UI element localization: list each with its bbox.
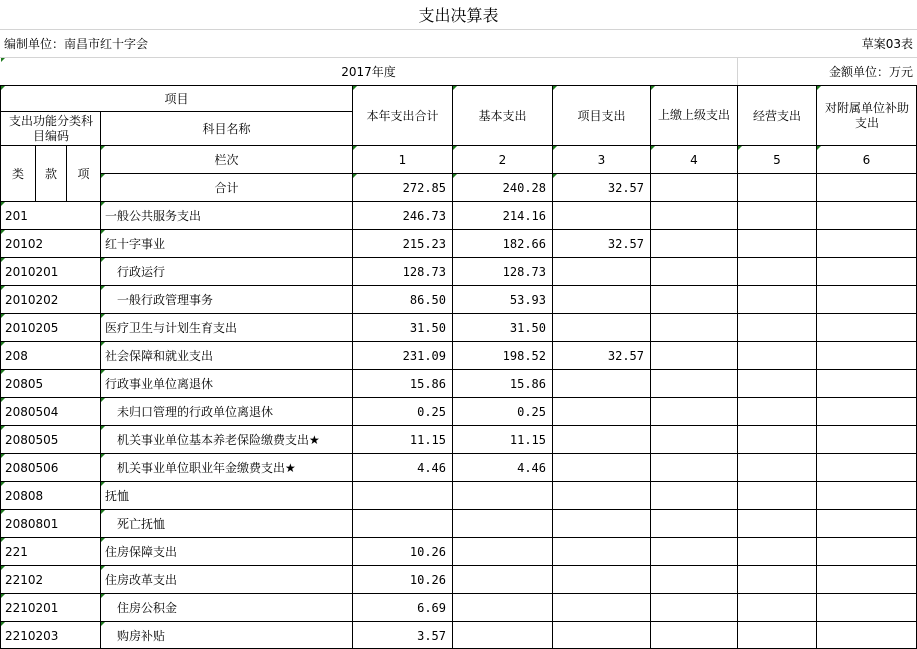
cell-marker — [101, 202, 105, 206]
row-project-value: 32.57 — [607, 348, 644, 363]
row-basic-value: 15.86 — [509, 376, 546, 391]
cell-marker — [453, 146, 457, 150]
row-subject-name: 死亡抚恤 — [117, 517, 166, 531]
cell-marker — [101, 286, 105, 290]
cell-marker — [1, 370, 5, 374]
row-basic-value: 31.50 — [509, 320, 546, 335]
header-project: 项目支出 — [577, 109, 626, 123]
row-total-year-value: 10.26 — [409, 572, 446, 587]
row-project-value — [553, 398, 650, 425]
row-subject-name: 抚恤 — [105, 489, 130, 503]
cell-marker — [1, 286, 5, 290]
header-item: 项目 — [164, 92, 189, 106]
row-subject-name: 红十字事业 — [105, 237, 166, 251]
cell-marker — [817, 146, 821, 150]
row-total-year-value: 246.73 — [402, 208, 446, 223]
row-total-year-value: 6.69 — [417, 600, 446, 615]
row-project-value — [553, 258, 650, 285]
row-basic-value: 11.15 — [509, 432, 546, 447]
col-num-1: 1 — [398, 152, 407, 167]
cell-marker — [1, 230, 5, 234]
cell-marker — [651, 86, 655, 90]
row-subject-name: 医疗卫生与计划生育支出 — [105, 321, 238, 335]
page-title: 支出决算表 — [418, 6, 499, 25]
col-num-5: 5 — [773, 152, 781, 167]
cell-marker — [1, 454, 5, 458]
header-operation: 经营支出 — [752, 109, 801, 123]
cell-marker — [101, 482, 105, 486]
row-subject-name: 一般公共服务支出 — [105, 209, 202, 223]
cell-marker — [1, 86, 5, 90]
row-subject-name: 机关事业单位职业年金缴费支出★ — [117, 461, 296, 475]
cell-marker — [651, 146, 655, 150]
total-label: 合计 — [214, 181, 239, 195]
total-project-value: 32.57 — [607, 180, 644, 195]
row-subject-name: 未归口管理的行政单位离退休 — [117, 405, 274, 419]
cell-marker — [1, 594, 5, 598]
row-subject-name: 行政运行 — [117, 265, 166, 279]
row-total-year-value: 11.15 — [409, 432, 446, 447]
row-basic-value — [453, 538, 552, 565]
row-code: 221 — [5, 544, 28, 559]
cell-marker — [101, 622, 105, 626]
cell-marker — [101, 258, 105, 262]
cell-marker — [353, 174, 357, 178]
header-upper: 上缴上级支出 — [657, 108, 730, 122]
cell-marker — [1, 398, 5, 402]
row-total-year-value: 0.25 — [417, 404, 446, 419]
row-basic-value: 214.16 — [502, 208, 546, 223]
row-basic-value — [453, 566, 552, 593]
total-basic-value: 240.28 — [502, 180, 546, 195]
row-basic-value: 53.93 — [509, 292, 546, 307]
cell-marker — [817, 86, 821, 90]
row-basic-value — [453, 594, 552, 621]
cell-marker — [101, 230, 105, 234]
row-basic-value — [453, 482, 552, 509]
header-subject-name: 科目名称 — [202, 122, 251, 136]
row-project-value: 32.57 — [607, 236, 644, 251]
row-total-year-value — [353, 510, 452, 537]
cell-marker — [101, 314, 105, 318]
cell-marker — [1, 566, 5, 570]
cell-marker — [101, 398, 105, 402]
cell-marker — [101, 370, 105, 374]
row-code: 20102 — [5, 236, 44, 251]
total-year-value: 272.85 — [402, 180, 446, 195]
row-code: 2080506 — [5, 460, 59, 475]
row-project-value — [553, 510, 650, 537]
cell-marker — [553, 86, 557, 90]
row-total-year-value: 31.50 — [409, 320, 446, 335]
cell-marker — [101, 566, 105, 570]
row-project-value — [553, 538, 650, 565]
cell-marker — [453, 86, 457, 90]
row-project-value — [553, 202, 650, 229]
row-subject-name: 住房保障支出 — [105, 545, 178, 559]
row-total-year-value: 10.26 — [409, 544, 446, 559]
cell-marker — [1, 538, 5, 542]
row-project-value — [553, 482, 650, 509]
header-lei: 类 — [11, 167, 24, 181]
row-total-year-value: 3.57 — [417, 628, 446, 643]
row-code: 22102 — [5, 572, 44, 587]
row-subject-name: 住房改革支出 — [105, 573, 178, 587]
row-basic-value: 182.66 — [502, 236, 546, 251]
row-total-year-value: 128.73 — [402, 264, 446, 279]
row-subject-name: 住房公积金 — [117, 601, 178, 615]
row-total-year-value — [353, 482, 452, 509]
row-basic-value — [453, 622, 552, 649]
row-total-year-value: 15.86 — [409, 376, 446, 391]
cell-marker — [1, 622, 5, 626]
cell-marker — [1, 510, 5, 514]
cell-marker — [453, 174, 457, 178]
row-subject-name: 一般行政管理事务 — [117, 293, 214, 307]
form-code: 草案03表 — [861, 37, 913, 51]
row-code: 2210203 — [5, 628, 59, 643]
header-basic: 基本支出 — [478, 109, 527, 123]
col-num-3: 3 — [597, 152, 606, 167]
row-subject-name: 行政事业单位离退休 — [105, 377, 214, 391]
row-code: 2010205 — [5, 320, 59, 335]
row-project-value — [553, 454, 650, 481]
row-code: 2210201 — [5, 600, 59, 615]
row-code: 2010202 — [5, 292, 59, 307]
cell-marker — [1, 482, 5, 486]
amount-unit: 金额单位：万元 — [828, 65, 913, 79]
row-basic-value — [453, 510, 552, 537]
row-total-year-value: 4.46 — [417, 460, 446, 475]
row-subject-name: 机关事业单位基本养老保险缴费支出★ — [117, 433, 320, 447]
cell-marker — [353, 86, 357, 90]
row-code: 2010201 — [5, 264, 59, 279]
row-basic-value: 198.52 — [502, 348, 546, 363]
header-xiang: 项 — [77, 167, 90, 181]
row-total-year-value: 231.09 — [402, 348, 446, 363]
row-code: 20805 — [5, 376, 44, 391]
cell-marker — [1, 258, 5, 262]
row-basic-value: 4.46 — [517, 460, 546, 475]
cell-marker — [1, 342, 5, 346]
cell-marker — [1, 314, 5, 318]
row-total-year-value: 86.50 — [409, 292, 446, 307]
header-kuan: 款 — [44, 167, 57, 181]
cell-marker — [553, 146, 557, 150]
cell-marker — [101, 594, 105, 598]
col-num-4: 4 — [690, 152, 698, 167]
cell-marker — [1, 202, 5, 206]
fiscal-year: 2017年度 — [341, 65, 396, 79]
row-code: 2080801 — [5, 516, 59, 531]
cell-marker — [553, 174, 557, 178]
header-lanci: 栏次 — [214, 153, 239, 167]
row-code: 2080504 — [5, 404, 59, 419]
header-total-year: 本年支出合计 — [366, 109, 439, 123]
row-code: 20808 — [5, 488, 44, 503]
row-code: 208 — [5, 348, 28, 363]
row-subject-name: 购房补贴 — [117, 629, 166, 643]
row-basic-value: 128.73 — [502, 264, 546, 279]
header-subsidy: 对附属单位补助支出 — [825, 100, 909, 130]
reporting-unit: 编制单位：南昌市红十字会 — [4, 37, 149, 51]
cell-marker — [101, 426, 105, 430]
row-project-value — [553, 594, 650, 621]
row-project-value — [553, 314, 650, 341]
row-code: 201 — [5, 208, 28, 223]
cell-marker — [101, 510, 105, 514]
row-basic-value: 0.25 — [517, 404, 546, 419]
row-project-value — [553, 286, 650, 313]
row-project-value — [553, 566, 650, 593]
cell-marker — [101, 146, 105, 150]
cell-marker — [101, 342, 105, 346]
row-total-year-value: 215.23 — [402, 236, 446, 251]
cell-marker — [738, 146, 742, 150]
cell-marker — [101, 454, 105, 458]
cell-marker — [101, 174, 105, 178]
row-subject-name: 社会保障和就业支出 — [105, 349, 214, 363]
row-code: 2080505 — [5, 432, 59, 447]
row-project-value — [553, 622, 650, 649]
cell-marker — [1, 426, 5, 430]
row-project-value — [553, 370, 650, 397]
header-func-code: 支出功能分类科目编码 — [8, 113, 93, 143]
cell-marker — [1, 58, 5, 62]
col-num-2: 2 — [498, 152, 507, 167]
row-project-value — [553, 426, 650, 453]
cell-marker — [353, 146, 357, 150]
cell-marker — [101, 538, 105, 542]
col-num-6: 6 — [862, 152, 871, 167]
